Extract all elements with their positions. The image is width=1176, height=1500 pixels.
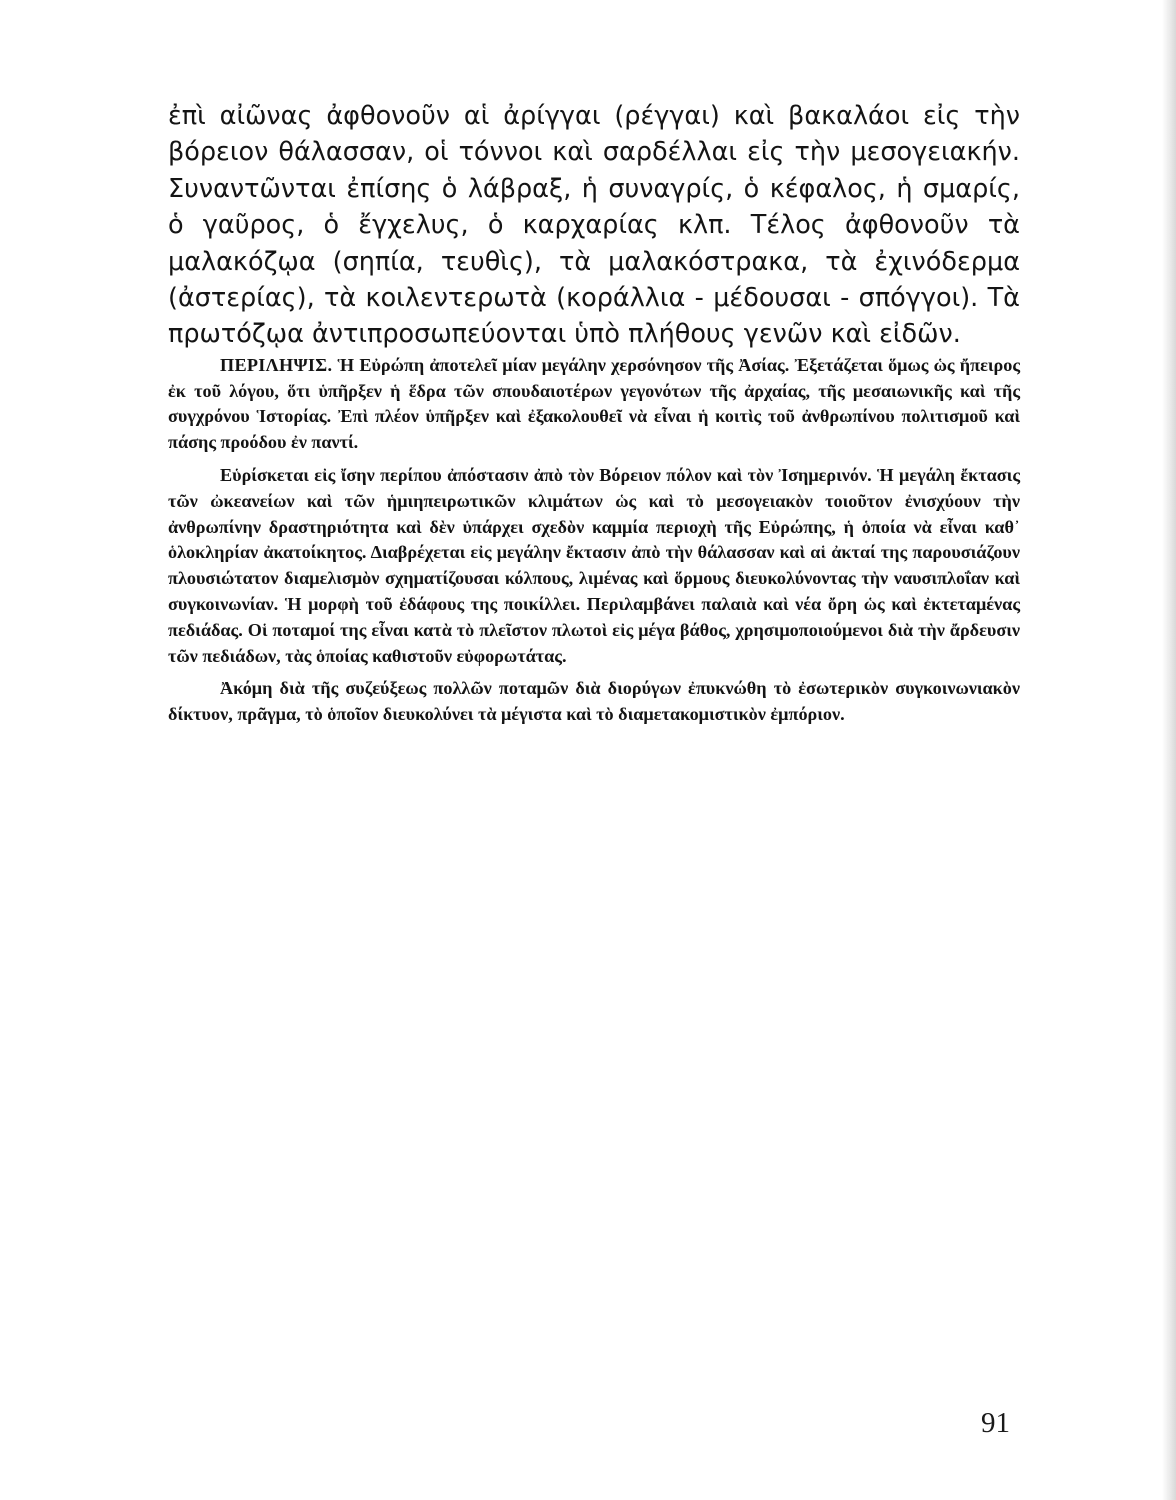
summary-paragraph-3: Ἀκόμη διὰ τῆς συζεύξεως πολλῶν ποταμῶν διὰ διορύγων ἐπυκνώθη τὸ ἐσωτερικὸν συγκοινωνιακὸν δίκτυον, πρᾶγμα, τὸ ὁποῖον διευκολύνει τὰ μέγιστα καὶ τὸ διαμετακομιστικὸν ἐμπόριον. [168, 678, 1020, 725]
summary-paragraph-1-text: Ἡ Εὐρώπη ἀποτελεῖ μίαν μεγάλην χερσόνησον τῆς Ἀσίας. Ἐξετάζεται ὅμως ὡς ἤπειρος ἐκ τοῦ λόγου, ὅτι ὑπῆρξεν ἡ ἕδρα τῶν σπουδαιοτέρων γεγονότων τῆς ἀρχαίας, τῆς μεσαιωνικῆς καὶ τῆς συγχρόνου Ἱστορίας. Ἐπὶ πλέον ὑπῆρξεν καὶ ἐξακολουθεῖ νὰ εἶναι ἡ κοιτὶς τοῦ ἀνθρωπίνου πολιτισμοῦ καὶ πάσης προόδου ἐν παντί. [168, 354, 1020, 453]
intro-paragraph: ἐπὶ αἰῶνας ἀφθονοῦν αἱ ἀρίγγαι (ρέγγαι) καὶ βακαλάοι εἰς τὴν βόρειον θάλασσαν, οἱ τόννοι καὶ σαρδέλλαι εἰς τὴν μεσογειακήν. Συναντῶνται ἐπίσης ὁ λάβραξ, ἡ συναγρίς, ὁ κέφαλος, ἡ σμαρίς, ὁ γαῦρος, ὁ ἔγχελυς, ὁ καρχαρίας κλπ. Τέλος ἀφθονοῦν τὰ μαλακόζῳα (σηπία, τευθὶς), τὰ μαλακόστρακα, τὰ ἐχινόδερμα (ἀστερίας), τὰ κοιλεντερωτὰ (κοράλλια - μέδουσαι - σπόγγοι). Τὰ πρωτόζῳα ἀντιπροσωπεύονται ὑπὸ πλήθους γενῶν καὶ εἰδῶν. [168, 101, 1020, 350]
summary-paragraph-1 [168, 353, 1020, 456]
page-edge-shadow [1162, 0, 1176, 1500]
page-body [168, 98, 1020, 728]
summary-heading: ΠΕΡΙΛΗΨΙΣ. [220, 354, 333, 375]
page-number: 91 [981, 1407, 1010, 1439]
summary-paragraph-2: Εὑρίσκεται εἰς ἴσην περίπου ἀπόστασιν ἀπὸ τὸν Βόρειον πόλον καὶ τὸν Ἰσημερινόν. Ἡ μεγάλη ἔκτασις τῶν ὠκεανείων καὶ τῶν ἡμιηπειρωτικῶν κλιμάτων ὡς καὶ τὸ μεσογειακὸν τοιοῦτον ἐνισχύουν τὴν ἀνθρωπίνην δραστηριότητα καὶ δὲν ὑπάρχει σχεδὸν καμμία περιοχὴ τῆς Εὐρώπης, ἡ ὁποία νὰ εἶναι καθ᾽ ὁλοκληρίαν ἀκατοίκητος. Διαβρέχεται εἰς μεγάλην ἔκτασιν ἀπὸ τὴν θάλασσαν καὶ αἱ ἀκταί της παρουσιάζουν πλουσιώτατον διαμελισμὸν σχηματίζουσαι κόλπους, λιμένας καὶ ὅρμους διευκολύνοντας τὴν ναυσιπλοΐαν καὶ συγκοινωνίαν. Ἡ μορφὴ τοῦ ἐδάφους της ποικίλλει. Περιλαμβάνει παλαιὰ καὶ νέα ὄρη ὡς καὶ ἐκτεταμένας πεδιάδας. Οἱ ποταμοί της εἶναι κατὰ τὸ πλεῖστον πλωτοὶ εἰς μέγα βάθος, χρησιμοποιούμενοι διὰ τὴν ἄρδευσιν τῶν πεδιάδων, τὰς ὁποίας καθιστοῦν εὐφορωτάτας. [168, 465, 1020, 666]
summary-section [168, 353, 1020, 728]
